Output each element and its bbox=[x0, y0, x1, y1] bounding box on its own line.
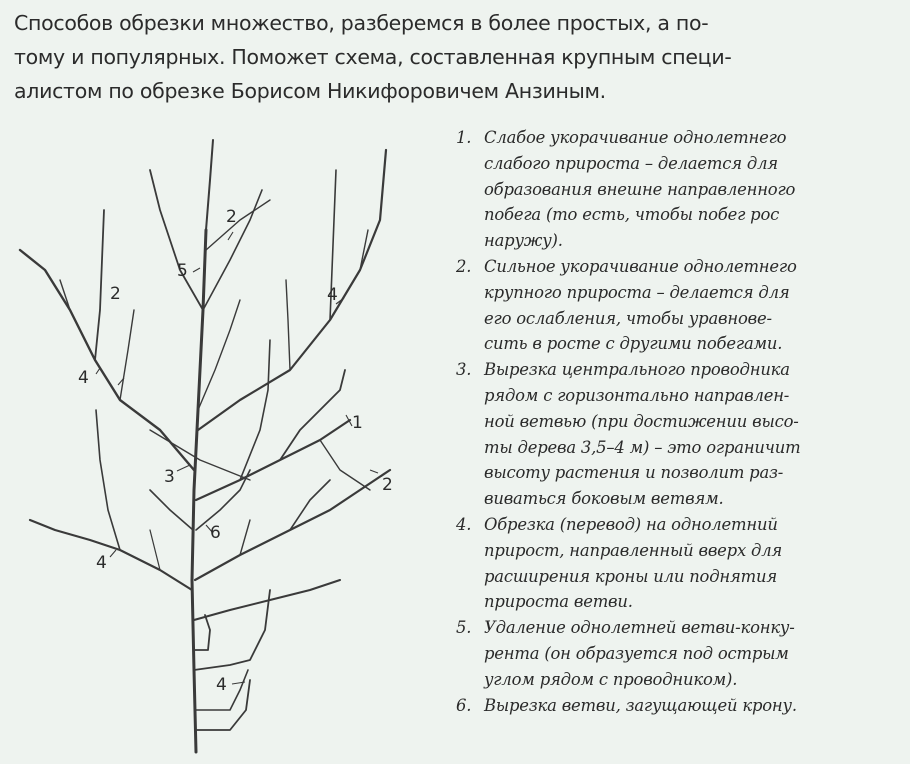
leader-line bbox=[193, 268, 200, 272]
branch-right-middle bbox=[196, 420, 350, 500]
diagram-label: 3 bbox=[164, 467, 175, 487]
diagram-label: 2 bbox=[226, 207, 237, 227]
diagram-label: 1 bbox=[352, 413, 363, 433]
step-line: слабого прироста – делается для bbox=[484, 153, 778, 173]
diagram-label: 4 bbox=[78, 368, 89, 388]
branch bbox=[290, 480, 330, 530]
intro-text bbox=[14, 6, 894, 108]
pruning-steps-list bbox=[456, 125, 896, 718]
intro-line: Способов обрезки множество, разберемся в более простых, а по- bbox=[14, 11, 709, 35]
branch bbox=[240, 340, 270, 480]
step-line: Вырезка ветви, загущающей крону. bbox=[484, 695, 797, 715]
branch bbox=[120, 310, 134, 400]
branch bbox=[360, 230, 368, 270]
step-line: ной ветвью (при достижении высо- bbox=[484, 411, 799, 431]
branch bbox=[150, 490, 193, 530]
branch bbox=[280, 370, 345, 460]
step-line: ты дерева 3,5–4 м) – это ограничит bbox=[484, 437, 801, 457]
step-item bbox=[456, 125, 896, 254]
intro-line: тому и популярных. Поможет схема, составленная крупным специ- bbox=[14, 45, 732, 69]
branch bbox=[150, 530, 160, 570]
branch-left-upper bbox=[20, 250, 194, 470]
step-line: прироста ветви. bbox=[484, 592, 633, 612]
step-line: рента (он образуется под острым bbox=[484, 643, 789, 663]
diagram-label: 5 bbox=[177, 261, 188, 281]
step-line: Обрезка (перевод) на однолетний bbox=[484, 514, 778, 534]
step-number: 4. bbox=[456, 514, 472, 534]
step-line: Удаление однолетней ветви-конку- bbox=[484, 618, 795, 638]
branch-right-upper bbox=[198, 150, 386, 430]
diagram-label: 2 bbox=[382, 475, 393, 495]
step-number: 5. bbox=[456, 618, 472, 638]
step-line: его ослабления, чтобы уравнове- bbox=[484, 308, 772, 328]
step-line: Вырезка центрального проводника bbox=[484, 360, 790, 380]
diagram-labels bbox=[78, 207, 393, 695]
step-line: образования внешне направленного bbox=[484, 179, 796, 199]
step-line: высоту растения и позволит раз- bbox=[484, 463, 784, 483]
branch bbox=[286, 280, 290, 370]
tree-drawing bbox=[0, 110, 460, 764]
leader-line bbox=[228, 232, 233, 240]
step-item bbox=[456, 254, 896, 357]
step-line: расширения кроны или поднятия bbox=[484, 566, 778, 586]
diagram-label: 4 bbox=[216, 675, 227, 695]
leader-line bbox=[177, 465, 190, 471]
intro-line: алистом по обрезке Борисом Никифоровичем Анзиным. bbox=[14, 79, 606, 103]
step-line: сить в росте с другими побегами. bbox=[484, 334, 783, 354]
step-number: 2. bbox=[456, 256, 472, 276]
pruning-diagram bbox=[0, 110, 460, 764]
diagram-label: 4 bbox=[327, 285, 338, 305]
step-line: Сильное укорачивание однолетнего bbox=[484, 256, 797, 276]
branch bbox=[95, 210, 104, 360]
step-line: Слабое укорачивание однолетнего bbox=[484, 128, 787, 147]
step-line: углом рядом с проводником). bbox=[484, 669, 738, 689]
step-line: наружу). bbox=[484, 231, 563, 251]
step-line: побега (то есть, чтобы побег рос bbox=[484, 205, 780, 225]
step-number: 3. bbox=[456, 360, 472, 380]
leader-line bbox=[96, 368, 100, 374]
branch bbox=[96, 410, 120, 550]
diagram-label: 4 bbox=[96, 553, 107, 573]
step-item bbox=[456, 512, 896, 615]
diagram-label: 2 bbox=[110, 284, 121, 304]
step-line: крупного прироста – делается для bbox=[484, 282, 790, 302]
trunk-top bbox=[206, 140, 213, 230]
step-item bbox=[456, 693, 896, 719]
step-line: прирост, направленный вверх для bbox=[484, 540, 783, 560]
leader-line bbox=[370, 470, 378, 473]
leader-line bbox=[110, 550, 116, 557]
step-line: виваться боковым ветвям. bbox=[484, 489, 724, 509]
tree-branches bbox=[20, 140, 390, 752]
step-item bbox=[456, 615, 896, 692]
step-line: рядом с горизонтально направлен- bbox=[484, 385, 790, 405]
diagram-label: 6 bbox=[210, 523, 221, 543]
step-item bbox=[456, 357, 896, 512]
branch bbox=[150, 170, 203, 310]
branch bbox=[198, 300, 240, 410]
step-number: 6. bbox=[456, 695, 472, 715]
step-number: 1. bbox=[456, 128, 472, 147]
